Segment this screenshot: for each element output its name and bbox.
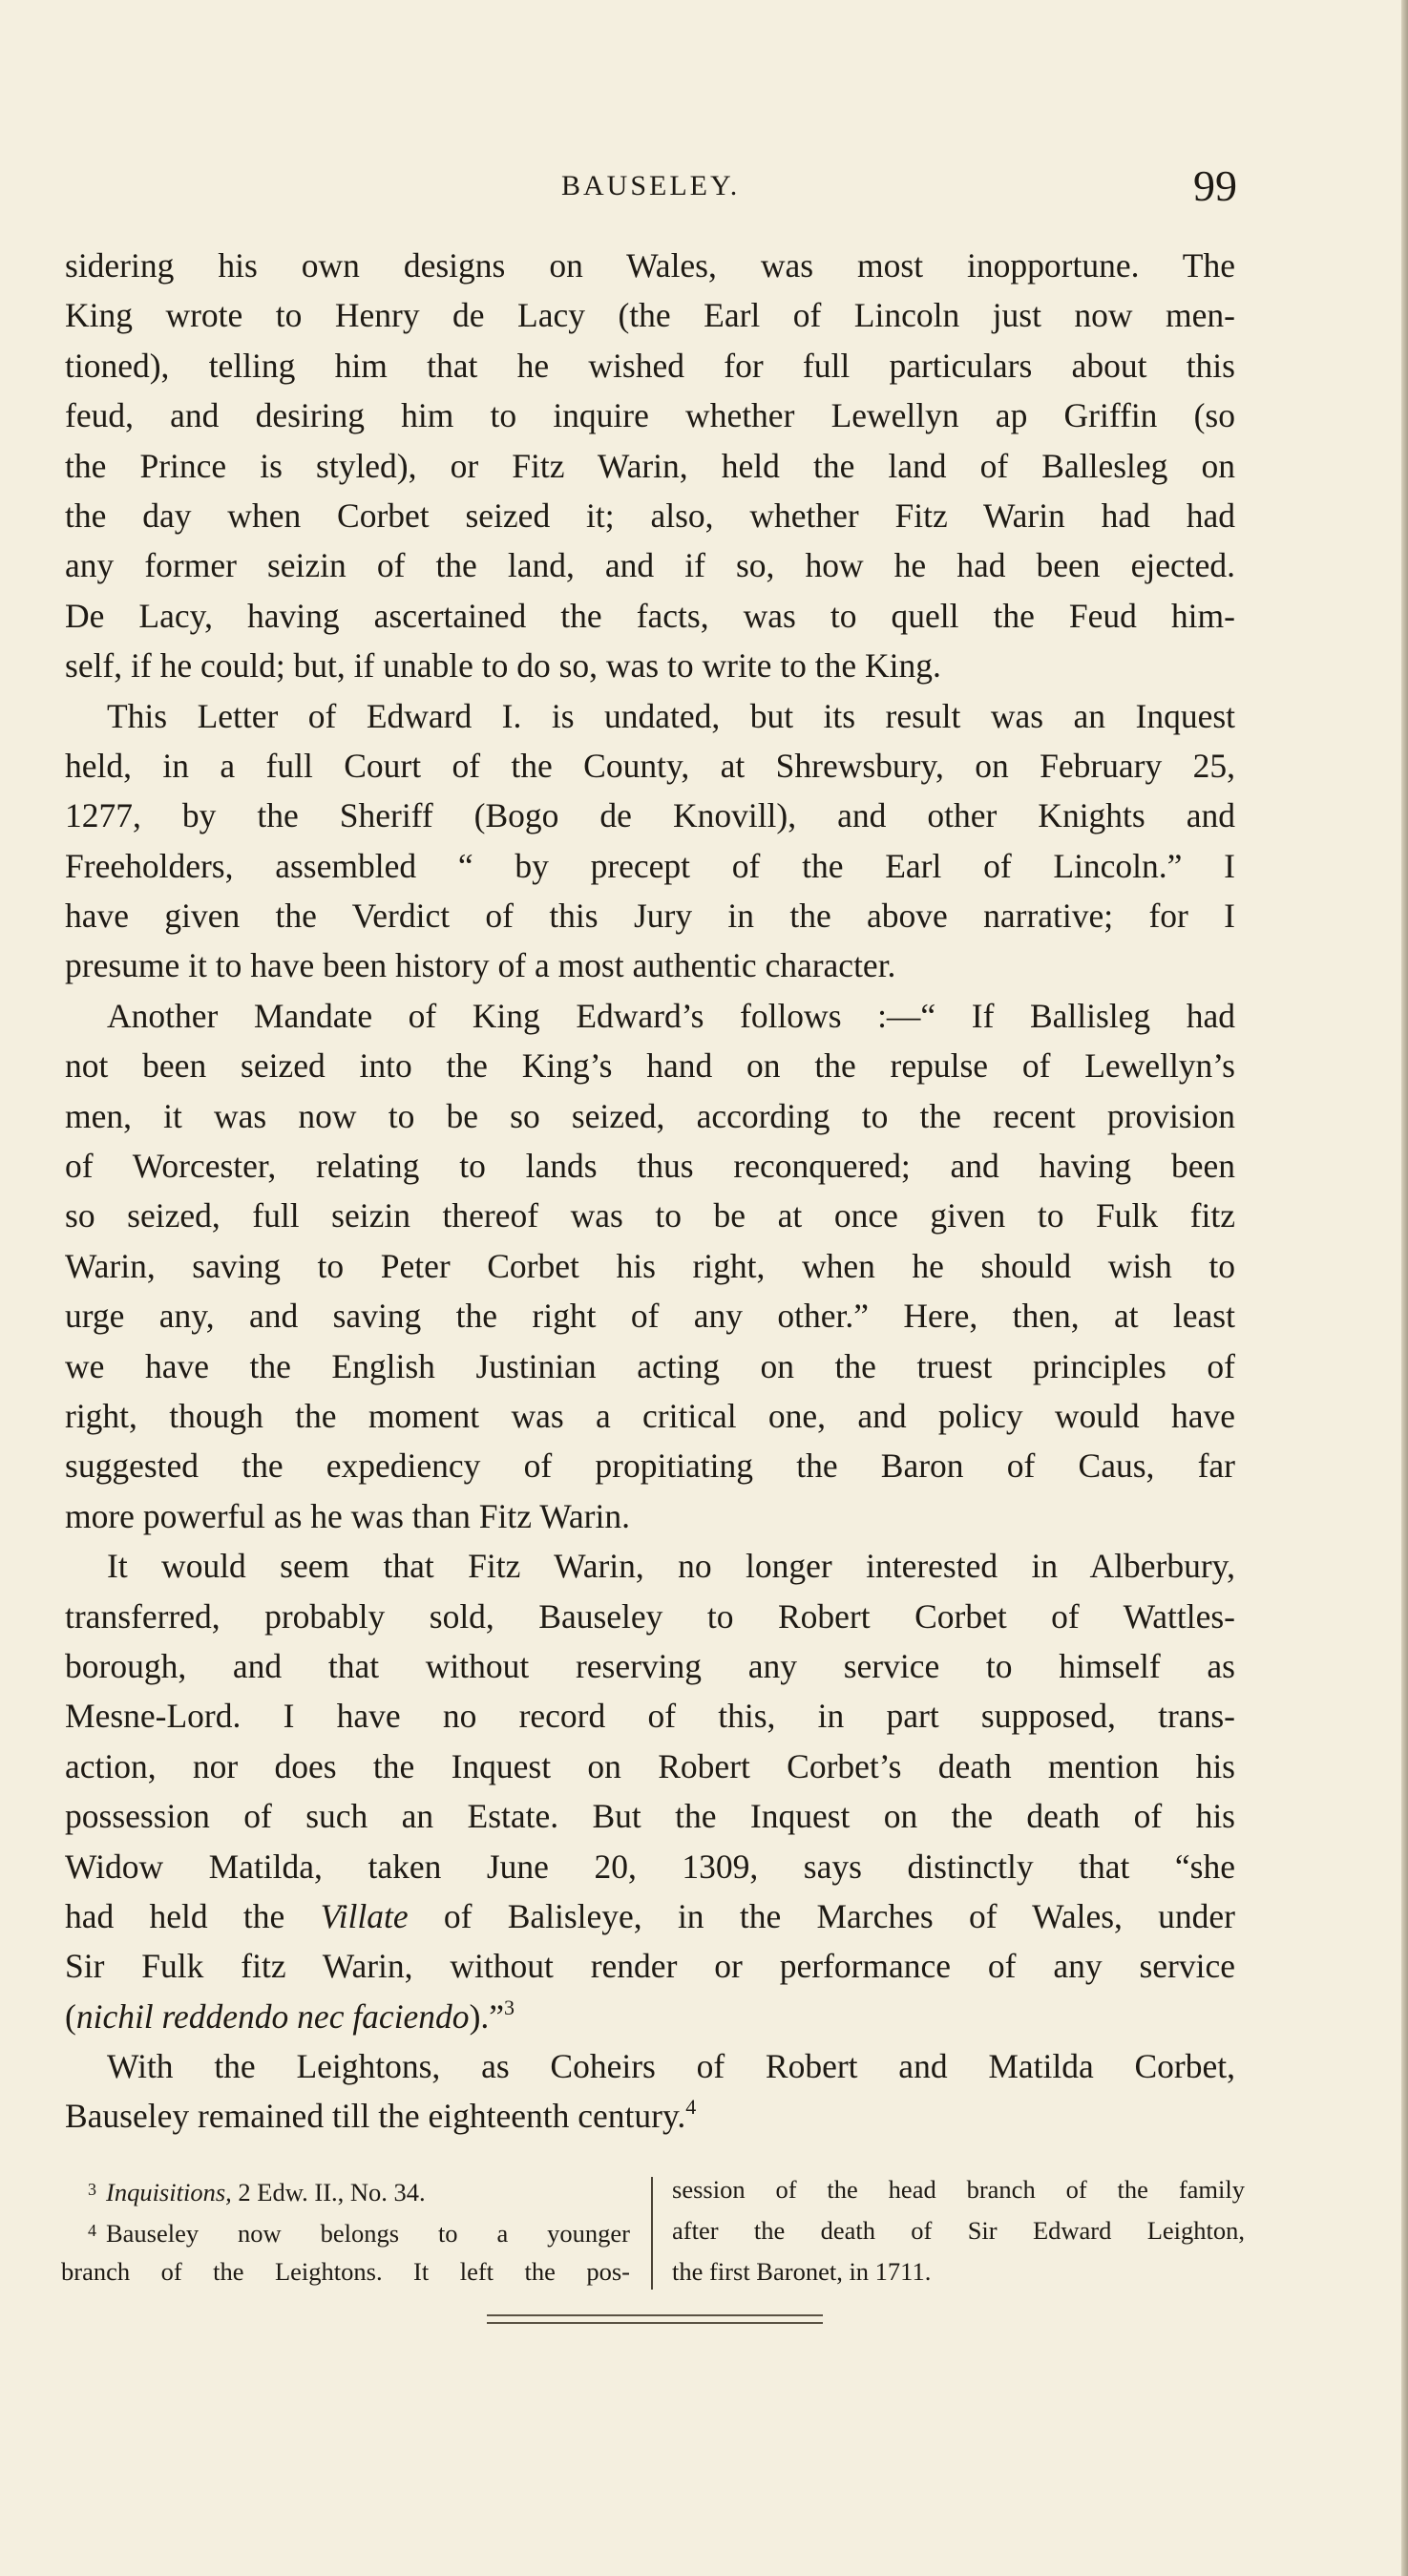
running-head	[0, 160, 1408, 218]
text-line: Widow Matilda, taken June 20, 1309, says distinctly that “she	[65, 1847, 1235, 1886]
text-line: feud, and desiring him to inquire whether Lewellyn ap Griffin (so	[65, 396, 1235, 435]
text-line: De Lacy, having ascertained the facts, was to quell the Feud him-	[65, 596, 1235, 635]
text-line: held, in a full Court of the County, at Shrewsbury, on February 25,	[65, 746, 1235, 785]
text-line: presume it to have been history of a most authentic character.	[65, 946, 896, 985]
text-line: right, though the moment was a critical one, and policy would have	[65, 1396, 1235, 1435]
footnote-column-divider	[651, 2177, 653, 2290]
footnote-line: session of the head branch of the family	[672, 2175, 1245, 2204]
footnote-mark: 3	[88, 2180, 96, 2199]
footnote-line: after the death of Sir Edward Leighton,	[672, 2216, 1245, 2245]
footnote-ref-4: 4	[685, 2095, 697, 2120]
text-line: the Prince is styled), or Fitz Warin, held the land of Ballesleg on	[65, 446, 1235, 485]
text-line: not been seized into the King’s hand on the repulse of Lewellyn’s	[65, 1046, 1235, 1086]
footnotes	[61, 2169, 1245, 2312]
footnote-4: $^4$ Bauseley now belongs to a younger	[88, 2219, 630, 2248]
body-text	[65, 241, 1235, 2142]
text-line: Freeholders, assembled “ by precept of the Earl of Lincoln.” I	[65, 846, 1235, 885]
footnote-mark: 4	[88, 2221, 96, 2240]
paragraph-start-line: This Letter of Edward I. is undated, but its result was an Inquest	[107, 696, 1235, 735]
text-line: borough, and that without reserving any service to himself as	[65, 1646, 1235, 1685]
text-line: self, if he could; but, if unable to do so, was to write to the King.	[65, 646, 941, 686]
text-line: so seized, full seizin thereof was to be at once given to Fulk fitz	[65, 1196, 1235, 1235]
text-line: we have the English Justinian acting on the truest principles of	[65, 1346, 1235, 1385]
text-line: suggested the expediency of propitiating the Baron of Caus, far	[65, 1446, 1235, 1486]
footnote-ref-3: 3	[504, 1995, 515, 2019]
text-line: men, it was now to be so seized, according to the recent provision	[65, 1096, 1235, 1135]
text-line: had held the Villate of Balisleye, in the Marches of Wales, under	[65, 1896, 1235, 1935]
paragraph-start-line: It would seem that Fitz Warin, no longer interested in Alberbury,	[107, 1547, 1235, 1586]
text-line: sidering his own designs on Wales, was most inopportune. The	[65, 246, 1235, 285]
running-title: BAUSELEY.	[561, 170, 741, 201]
paragraph-start-line: With the Leightons, as Coheirs of Robert and Matilda Corbet,	[107, 2047, 1235, 2086]
text-line: King wrote to Henry de Lacy (the Earl of Lincoln just now men-	[65, 296, 1235, 335]
footnote-line: branch of the Leightons. It left the pos-	[61, 2257, 630, 2286]
text-line: any former seizin of the land, and if so, how he had been ejected.	[65, 546, 1235, 585]
italic-term: Villate	[320, 1896, 409, 1935]
text-line: (nichil reddendo nec faciendo).”$^3$	[65, 1995, 515, 2036]
italic-term: nichil reddendo nec faciendo	[75, 1996, 470, 2036]
page-edge-shadow	[1401, 0, 1408, 2576]
text-line: more powerful as he was than Fitz Warin.	[65, 1496, 630, 1535]
footnote-3: $^3$ Inquisitions, 2 Edw. II., No. 34.	[88, 2178, 426, 2206]
footnote-column-left	[61, 2169, 630, 2292]
text-line: of Worcester, relating to lands thus reconquered; and having been	[65, 1147, 1235, 1186]
text-line: possession of such an Estate. But the Inquest on the death of his	[65, 1797, 1235, 1836]
text-line: action, nor does the Inquest on Robert Corbet’s death mention his	[65, 1746, 1235, 1785]
text-line: transferred, probably sold, Bauseley to Robert Corbet of Wattles-	[65, 1596, 1235, 1636]
text-line: have given the Verdict of this Jury in the above narrative; for I	[65, 897, 1235, 936]
end-rule	[487, 2322, 823, 2324]
footnote-line: the first Baronet, in 1711.	[672, 2257, 932, 2286]
text-line: urge any, and saving the right of any other.” Here, then, at least	[65, 1297, 1235, 1336]
text-line: the day when Corbet seized it; also, whether Fitz Warin had had	[65, 496, 1235, 535]
text-line: Bauseley remained till the eighteenth century.$^4$	[65, 2095, 697, 2136]
footnote-column-right	[672, 2169, 1245, 2292]
paragraph-start-line: Another Mandate of King Edward’s follows :—“ If Ballisleg had	[107, 996, 1235, 1035]
text-line: 1277, by the Sheriff (Bogo de Knovill), and other Knights and	[65, 796, 1235, 835]
page-number: 99	[1193, 161, 1237, 210]
text-line: Warin, saving to Peter Corbet his right, when he should wish to	[65, 1246, 1235, 1285]
text-line: tioned), telling him that he wished for full particulars about this	[65, 346, 1235, 385]
end-rule	[487, 2314, 823, 2316]
text-line: Sir Fulk fitz Warin, without render or performance of any service	[65, 1947, 1235, 1986]
italic-term: Inquisitions,	[106, 2178, 232, 2206]
text-line: Mesne-Lord. I have no record of this, in part supposed, trans-	[65, 1697, 1235, 1736]
